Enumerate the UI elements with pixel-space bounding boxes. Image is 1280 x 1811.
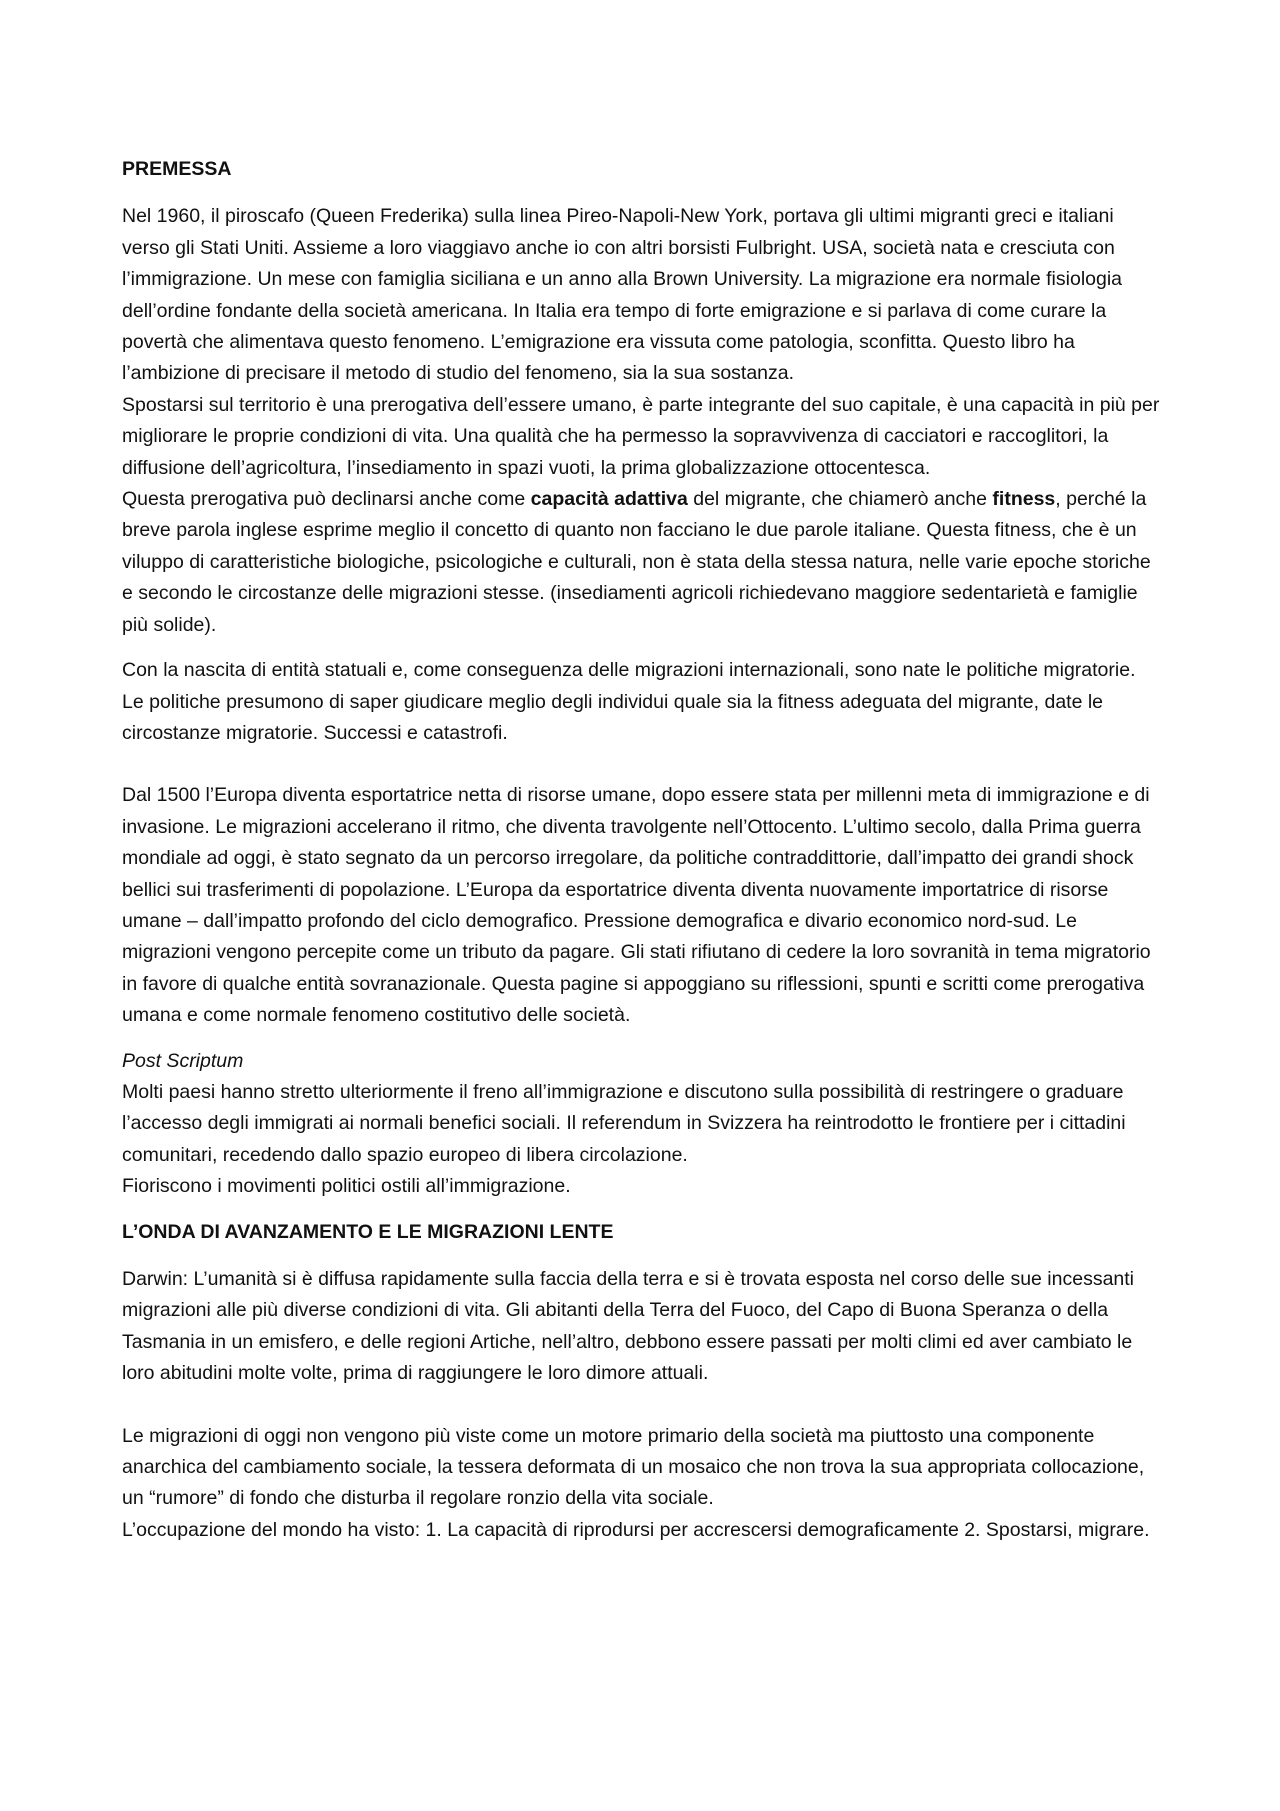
section-title-premessa: PREMESSA [122, 158, 232, 180]
paragraph-politiche: Con la nascita di entità statuali e, come conseguenza delle migrazioni internazionali, sono nate le politiche migratorie. Le politiche presumono di saper giudicare meglio degli individui quale sia la fitness adeguata del migrante, date le circostanze migratorie. Successi e catastrofi. [122, 659, 1136, 744]
text-run: Questa prerogativa può declinarsi anche come [122, 488, 531, 511]
paragraph-fitness [122, 484, 1162, 641]
paragraph-migrazioni-oggi: Le migrazioni di oggi non vengono più viste come un motore primario della società ma piuttosto una componente anarchica del cambiamento sociale, la tessera deformata di un mosaico che non trova la sua appropriata collocazione, un “rumore” di fondo che disturba il regolare ronzio della vita sociale. [122, 1424, 1145, 1510]
blank-line [122, 1390, 1162, 1421]
paragraph-post-scriptum: Molti paesi hanno stretto ulteriormente il freno all’immigrazione e discutono sulla possibilità di restringere o graduare l’accesso degli immigrati ai normali benefici sociali. Il referendum in Svizzera ha reintrodotto le frontiere per i cittadini comunitari, recedendo dallo spazio europeo di libera circolazione. [122, 1080, 1126, 1166]
paragraph-prerogativa: Spostarsi sul territorio è una prerogativa dell’essere umano, è parte integrante del suo capitale, è una capacità in più per migliorare le proprie condizioni di vita. Una qualità che ha permesso la sopravvivenza di cacciatori e raccoglitori, la diffusione dell’agricoltura, l’insediamento in spazi vuoti, la prima globalizzazione ottocentesca. [122, 393, 1160, 479]
paragraph-darwin: Darwin: L’umanità si è diffusa rapidamente sulla faccia della terra e si è trovata esposta nel corso delle sue incessanti migrazioni alle più diverse condizioni di vita. Gli abitanti della Terra del Fuoco, del Capo di Buona Speranza o della Tasmania in un emisfero, e delle regioni Artiche, nell’altro, debbono essere passati per molti climi ed aver cambiato le loro abitudini molte volte, prima di raggiungere le loro dimore attuali. [122, 1268, 1135, 1385]
section-title-onda: L’ONDA DI AVANZAMENTO E LE MIGRAZIONI LENTE [122, 1220, 614, 1243]
bold-term-capacita-adattiva: capacità adattiva [530, 488, 688, 511]
text-run: del migrante, che chiamerò anche [687, 488, 993, 511]
bold-term-fitness: fitness [992, 488, 1056, 511]
paragraph-occupazione: L’occupazione del mondo ha visto: 1. La capacità di riprodursi per accrescersi demograficamente 2. Spostarsi, migrare. [122, 1518, 1150, 1541]
blank-line [122, 749, 1162, 780]
paragraph-post-scriptum-2: Fioriscono i movimenti politici ostili all’immigrazione. [122, 1175, 571, 1198]
paragraph-europa: Dal 1500 l’Europa diventa esportatrice netta di risorse umane, dopo essere stata per millenni meta di immigrazione e di invasione. Le migrazioni accelerano il ritmo, che diventa travolgente nell’Ottocento. L’ultimo secolo, dalla Prima guerra mondiale ad oggi, è stato segnato da un percorso irregolare, da politiche contraddittorie, dall’impatto dei grandi shock bellici sui trasferimenti di popolazione. L’Europa da esportatrice diventa diventa nuovamente importatrice di risorse umane – dall’impatto profondo del ciclo demografico. Pressione demografica e divario economico nord-sud. Le migrazioni vengono percepite come un tributo da pagare. Gli stati rifiutano di cedere la loro sovranità in tema migratorio in favore di qualche entità sovranazionale. Questa pagine si appoggiano su riflessioni, spunti e scritti come prerogativa umana e come normale fenomeno costitutivo delle società. [122, 784, 1151, 1027]
paragraph-intro: Nel 1960, il piroscafo (Queen Frederika) sulla linea Pireo-Napoli-New York, portava gli ultimi migranti greci e italiani verso gli Stati Uniti. Assieme a loro viaggiavo anche io con altri borsisti Fulbright. USA, società nata e cresciuta con l’immigrazione. Un mese con famiglia siciliana e un anno alla Brown University. La migrazione era normale fisiologia dell’ordine fondante della società americana. In Italia era tempo di forte emigrazione e si parlava di come curare la povertà che alimentava questo fenomeno. L’emigrazione era vissuta come patologia, sconfitta. Questo libro ha l’ambizione di precisare il metodo di studio del fenomeno, sia la sua sostanza. [122, 205, 1123, 385]
post-scriptum-label: Post Scriptum [122, 1049, 244, 1072]
text-run: , perché la breve parola inglese esprime meglio il concetto di quanto non facciano le due parole italiane. Questa fitness, che è un viluppo di caratteristiche biologiche, psicologiche e culturali, non è stata della stessa natura, nelle varie epoche storiche e secondo le circostanze delle migrazioni stesse. (insediamenti agricoli richiedevano maggiore sedentarietà e famiglie più solide). [122, 488, 1151, 636]
